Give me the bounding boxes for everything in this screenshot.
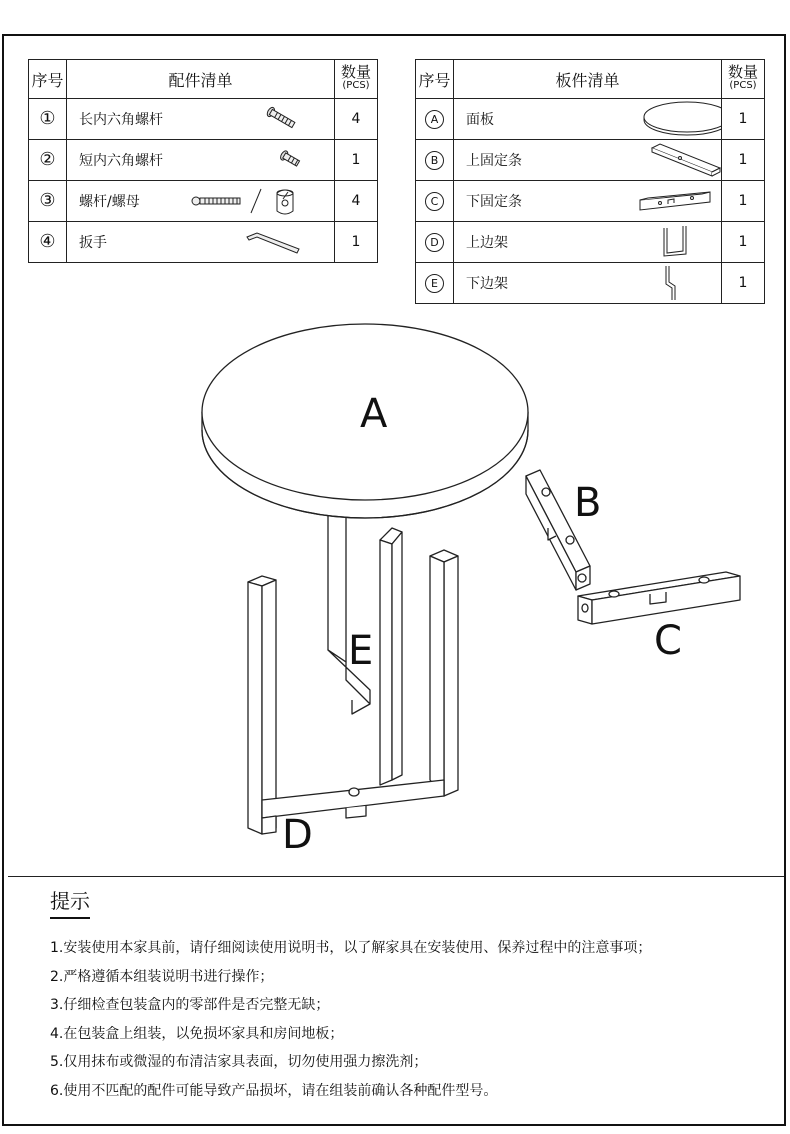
part-name: 上固定条 bbox=[466, 153, 522, 169]
table-row bbox=[416, 99, 765, 140]
qty-header bbox=[722, 60, 765, 99]
list-item: 2.严格遵循本组装说明书进行操作； bbox=[50, 968, 274, 985]
row-qty: 1 bbox=[335, 222, 378, 263]
index-header: 序号 bbox=[416, 60, 454, 99]
label-c: C bbox=[654, 618, 682, 664]
table-row bbox=[29, 140, 378, 181]
allen-wrench-icon bbox=[243, 229, 303, 255]
list-item: 4.在包装盒上组装，以免损坏家具和房间地板； bbox=[50, 1025, 344, 1042]
list-item: 6.使用不匹配的配件可能导致产品损坏，请在组装前确认各种配件型号。 bbox=[50, 1082, 498, 1099]
row-name-cell bbox=[454, 181, 722, 222]
table-row bbox=[29, 222, 378, 263]
short-hex-bolt-icon bbox=[277, 148, 307, 172]
back-leg bbox=[380, 528, 402, 785]
list-item: 3.仔细检查包装盒内的零部件是否完整无缺； bbox=[50, 997, 330, 1013]
tips-list bbox=[50, 934, 651, 1105]
upper-frame-icon bbox=[660, 224, 690, 260]
part-name: 扳手 bbox=[79, 235, 107, 251]
row-index: E bbox=[416, 263, 454, 304]
frame-e-leg bbox=[328, 510, 370, 714]
list-item: 1.安装使用本家具前，请仔细阅读使用说明书，以了解家具在安装使用、保养过程中的注意事项； bbox=[50, 940, 652, 956]
lower-frame-icon bbox=[662, 264, 682, 302]
row-name-cell bbox=[67, 99, 335, 140]
part-name: 长内六角螺杆 bbox=[79, 112, 163, 128]
name-header: 板件清单 bbox=[454, 60, 722, 99]
frame-d bbox=[248, 550, 458, 834]
part-name: 短内六角螺杆 bbox=[79, 153, 163, 169]
section-divider bbox=[8, 876, 784, 877]
part-name: 下边架 bbox=[466, 276, 508, 292]
index-header: 序号 bbox=[29, 60, 67, 99]
table-row bbox=[416, 222, 765, 263]
row-name-cell bbox=[67, 140, 335, 181]
lower-bar-icon bbox=[638, 186, 714, 216]
row-index: D bbox=[416, 222, 454, 263]
row-index: ④ bbox=[29, 222, 67, 263]
qty-header-label: 数量 bbox=[340, 63, 371, 81]
label-d: D bbox=[282, 812, 313, 858]
row-qty: 1 bbox=[722, 181, 765, 222]
label-b: B bbox=[574, 480, 602, 526]
table-header-row bbox=[29, 60, 378, 99]
row-name-cell bbox=[454, 222, 722, 263]
row-index: ③ bbox=[29, 181, 67, 222]
label-e: E bbox=[348, 628, 374, 674]
table-header-row bbox=[416, 60, 765, 99]
row-qty: 1 bbox=[335, 140, 378, 181]
row-name-cell bbox=[67, 222, 335, 263]
row-qty: 1 bbox=[722, 99, 765, 140]
row-index: A bbox=[416, 99, 454, 140]
list-item: 5.仅用抹布或微湿的布清洁家具表面，切勿使用强力擦洗剂； bbox=[50, 1054, 428, 1070]
table-row bbox=[29, 99, 378, 140]
qty-header bbox=[335, 60, 378, 99]
qty-unit-label: (PCS) bbox=[342, 80, 370, 91]
row-qty: 1 bbox=[722, 140, 765, 181]
bar-c bbox=[578, 572, 740, 624]
row-index: ① bbox=[29, 99, 67, 140]
part-name: 螺杆/螺母 bbox=[79, 194, 140, 210]
assembly-diagram bbox=[0, 300, 790, 870]
part-name: 上边架 bbox=[466, 235, 508, 251]
tips-title: 提示 bbox=[50, 885, 90, 919]
table-row bbox=[416, 263, 765, 304]
row-name-cell bbox=[454, 140, 722, 181]
name-header: 配件清单 bbox=[67, 60, 335, 99]
qty-header-label: 数量 bbox=[727, 63, 758, 81]
long-hex-bolt-icon bbox=[263, 104, 303, 134]
bolt-and-nut-icon bbox=[191, 185, 301, 217]
panel-list-table bbox=[415, 59, 765, 304]
row-index: B bbox=[416, 140, 454, 181]
row-qty: 4 bbox=[335, 99, 378, 140]
row-qty: 1 bbox=[722, 263, 765, 304]
label-a: A bbox=[360, 391, 388, 437]
upper-bar-icon bbox=[650, 142, 722, 178]
row-qty: 4 bbox=[335, 181, 378, 222]
row-index: C bbox=[416, 181, 454, 222]
row-name-cell bbox=[67, 181, 335, 222]
row-name-cell bbox=[454, 99, 722, 140]
table-row bbox=[416, 140, 765, 181]
table-row bbox=[416, 181, 765, 222]
round-top-panel-icon bbox=[640, 100, 722, 138]
row-name-cell bbox=[454, 263, 722, 304]
row-qty: 1 bbox=[722, 222, 765, 263]
part-name: 下固定条 bbox=[466, 194, 522, 210]
row-index: ② bbox=[29, 140, 67, 181]
part-name: 面板 bbox=[466, 112, 494, 128]
hardware-list-table bbox=[28, 59, 378, 263]
table-row bbox=[29, 181, 378, 222]
qty-unit-label: (PCS) bbox=[729, 80, 757, 91]
